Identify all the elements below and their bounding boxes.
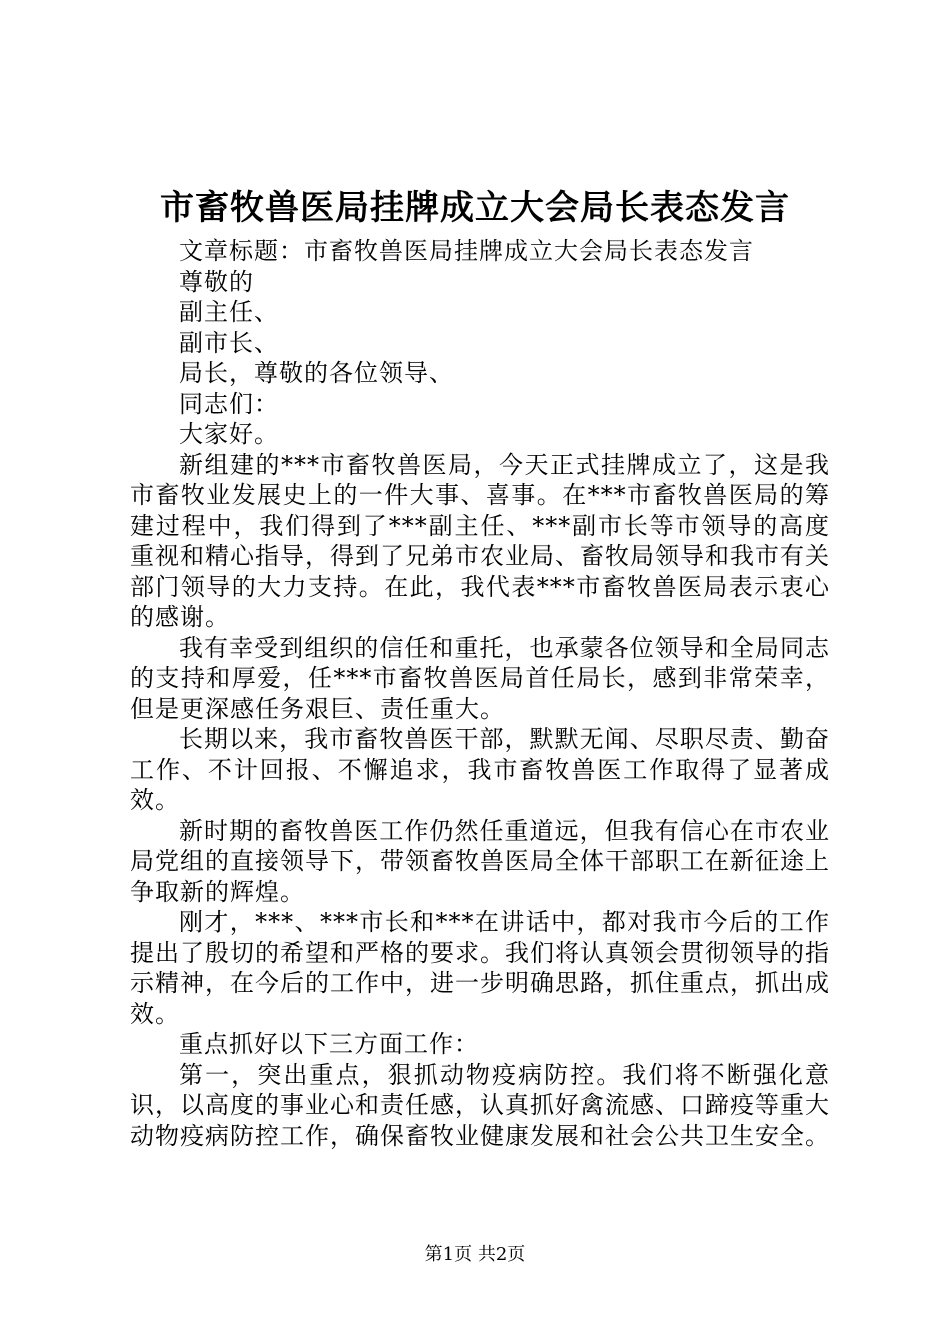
salutation-line: 局长，尊敬的各位领导、 bbox=[179, 359, 454, 387]
article-title-line: 文章标题：市畜牧兽医局挂牌成立大会局长表态发言 bbox=[179, 237, 754, 265]
greeting-line: 大家好。 bbox=[179, 420, 279, 448]
salutation-line: 副主任、 bbox=[179, 298, 279, 326]
salutation-line: 同志们： bbox=[179, 389, 279, 418]
document-body bbox=[130, 236, 830, 1151]
body-paragraph: 新组建的***市畜牧兽医局，今天正式挂牌成立了，这是我市畜牧业发展史上的一件大事、喜事。在***市畜牧兽医局的筹建过程中，我们得到了***副主任、***副市长等市领导的高度重视和精心指导，得到了兄弟市农业局、畜牧局领导和我市有关部门领导的大力支持。在此，我代表***市畜牧兽医局表示衷心的感谢。 bbox=[130, 450, 830, 631]
page-number-footer: 第1页 共2页 bbox=[424, 1244, 526, 1265]
body-paragraph: 第一，突出重点，狠抓动物疫病防控。我们将不断强化意识，以高度的事业心和责任感，认真抓好禽流感、口蹄疫等重大动物疫病防控工作，确保畜牧业健康发展和社会公共卫生安全。 bbox=[130, 1060, 830, 1150]
body-paragraph: 新时期的畜牧兽医工作仍然任重道远，但我有信心在市农业局党组的直接领导下，带领畜牧兽医局全体干部职工在新征途上争取新的辉煌。 bbox=[130, 816, 830, 906]
body-paragraph: 长期以来，我市畜牧兽医干部，默默无闻、尽职尽责、勤奋工作、不计回报、不懈追求，我市畜牧兽医工作取得了显著成效。 bbox=[130, 725, 830, 814]
salutation-line: 尊敬的 bbox=[179, 267, 254, 296]
body-paragraph: 我有幸受到组织的信任和重托，也承蒙各位领导和全局同志的支持和厚爱，任***市畜牧兽医局首任局长，感到非常荣幸，但是更深感任务艰巨、责任重大。 bbox=[130, 633, 830, 723]
body-paragraph: 重点抓好以下三方面工作： bbox=[179, 1030, 479, 1058]
document-title: 市畜牧兽医局挂牌成立大会局长表态发言 bbox=[160, 188, 790, 228]
body-paragraph: 刚才，***、***市长和***在讲话中，都对我市今后的工作提出了殷切的希望和严格的要求。我们将认真领会贯彻领导的指示精神，在今后的工作中，进一步明确思路，抓住重点，抓出成效。 bbox=[130, 908, 830, 1028]
salutation-line: 副市长、 bbox=[179, 328, 279, 357]
